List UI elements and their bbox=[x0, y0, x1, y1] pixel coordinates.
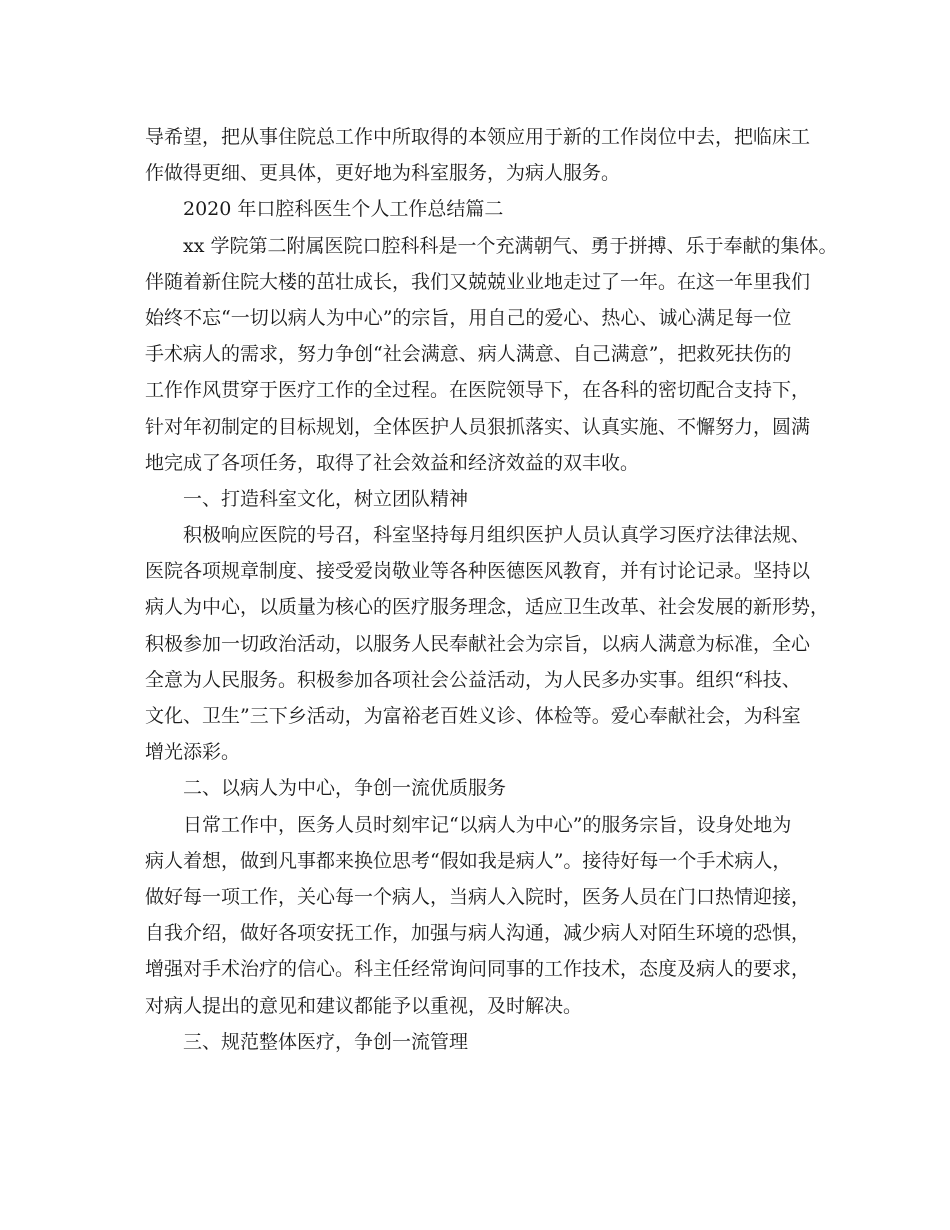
text-line: 病人着想，做到凡事都来换位思考“假如我是病人”。接待好每一个手术病人， bbox=[145, 849, 792, 872]
text-line: 一、打造科室文化，树立团队精神 bbox=[183, 487, 469, 510]
text-line: 伴随着新住院大楼的茁壮成长，我们又兢兢业业地走过了一年。在这一年里我们 bbox=[145, 270, 811, 293]
text-line: 增强对手术治疗的信心。科主任经常询问同事的工作技术，态度及病人的要求， bbox=[145, 958, 811, 981]
text-line: 文化、卫生”三下乡活动，为富裕老百姓义诊、体检等。爱心奉献社会，为科室 bbox=[145, 705, 801, 727]
text-line: 工作作风贯穿于医疗工作的全过程。在医院领导下，在各科的密切配合支持下， bbox=[145, 379, 811, 402]
text-line: 2020 年口腔科医生个人工作总结篇二 bbox=[183, 198, 504, 221]
text-line: 病人为中心，以质量为核心的医疗服务理念，适应卫生改革、社会发展的新形势， bbox=[145, 596, 830, 619]
text-line: 手术病人的需求，努力争创“社会满意、病人满意、自己满意”，把救死扶伤的 bbox=[145, 343, 792, 366]
text-line: xx 学院第二附属医院口腔科科是一个充满朝气、勇于拼搏、乐于奉献的集体。 bbox=[183, 234, 838, 257]
text-line: 导希望，把从事住院总工作中所取得的本领应用于新的工作岗位中去，把临床工 bbox=[145, 126, 811, 148]
text-line: 日常工作中，医务人员时刻牢记“以病人为中心”的服务宗旨，设身处地为 bbox=[183, 813, 792, 836]
text-line: 自我介绍，做好各项安抚工作，加强与病人沟通，减少病人对陌生环境的恐惧， bbox=[145, 922, 811, 945]
text-line: 地完成了各项任务，取得了社会效益和经济效益的双丰收。 bbox=[145, 451, 640, 474]
text-line: 积极响应医院的号召，科室坚持每月组织医护人员认真学习医疗法律法规、 bbox=[183, 524, 811, 547]
text-line: 全意为人民服务。积极参加各项社会公益活动，为人民多办实事。组织“科技、 bbox=[145, 668, 801, 691]
text-line: 增光添彩。 bbox=[145, 741, 241, 764]
document-body bbox=[145, 119, 838, 1060]
text-line: 做好每一项工作，关心每一个病人，当病人入院时，医务人员在门口热情迎接， bbox=[145, 885, 811, 908]
text-line: 二、以病人为中心，争创一流优质服务 bbox=[183, 777, 507, 800]
text-line: 医院各项规章制度、接受爱岗敬业等各种医德医风教育，并有讨论记录。坚持以 bbox=[145, 560, 811, 583]
text-line: 始终不忘“一切以病人为中心”的宗旨，用自己的爱心、热心、诚心满足每一位 bbox=[145, 306, 792, 329]
text-line: 作做得更细、更具体，更好地为科室服务，为病人服务。 bbox=[145, 162, 621, 185]
text-line: 对病人提出的意见和建议都能予以重视，及时解决。 bbox=[145, 994, 583, 1017]
text-line: 三、规范整体医疗，争创一流管理 bbox=[183, 1030, 469, 1053]
text-line: 针对年初制定的目标规划，全体医护人员狠抓落实、认真实施、不懈努力，圆满 bbox=[145, 415, 811, 438]
text-line: 积极参加一切政治活动，以服务人民奉献社会为宗旨，以病人满意为标准，全心 bbox=[145, 632, 811, 655]
